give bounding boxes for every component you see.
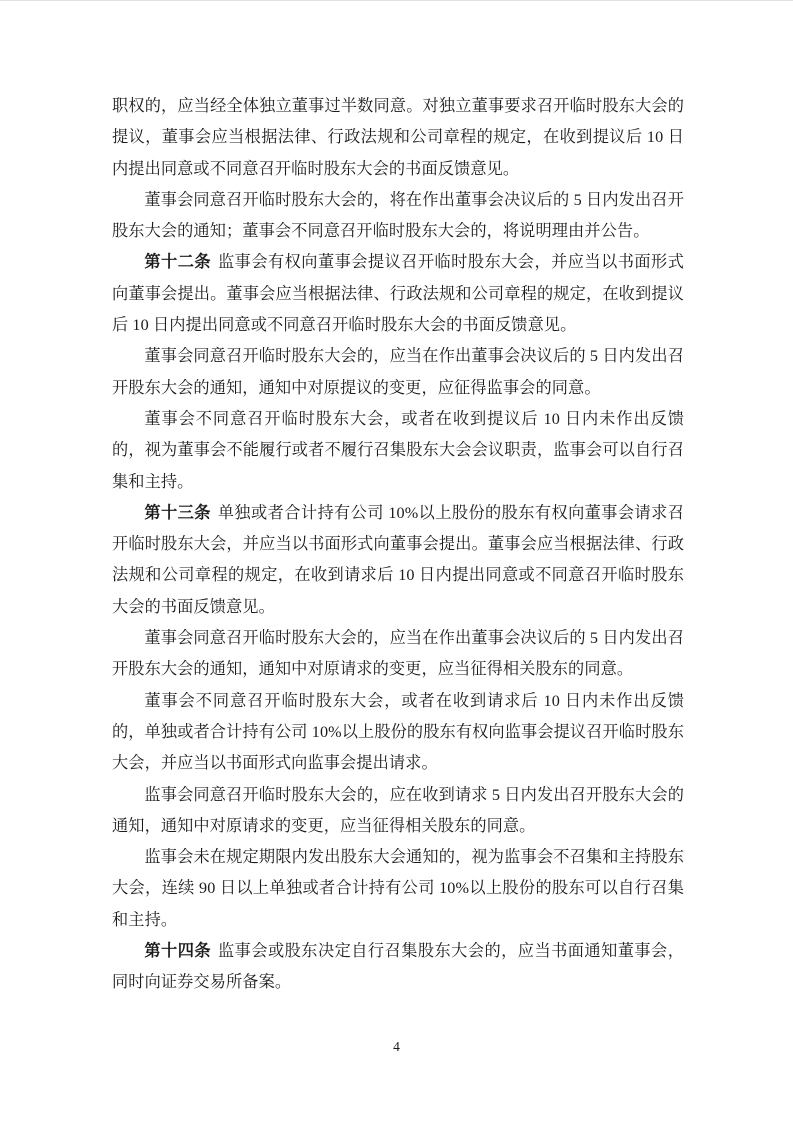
paragraph-text: 董事会同意召开临时股东大会的，将在作出董事会决议后的 5 日内发出召开股东大会的通知；董事会不同意召开临时股东大会的，将说明理由并公告。 (112, 190, 684, 241)
paragraph-text: 监事会未在规定期限内发出股东大会通知的，视为监事会不召集和主持股东大会，连续 90 日以上单独或者合计持有公司 10%以上股份的股东可以自行召集和主持。 (112, 848, 684, 929)
article-number: 第十二条 (144, 253, 212, 272)
article-number: 第十三条 (144, 503, 211, 522)
paragraph (112, 341, 684, 404)
paragraph (112, 780, 684, 843)
paragraph (112, 686, 684, 780)
paragraph-text: 监事会有权向董事会提议召开临时股东大会，并应当以书面形式向董事会提出。董事会应当根据法律、行政法规和公司章程的规定，在收到提议后 10 日内提出同意或不同意召开临时股东大会的书面反馈意见。 (112, 253, 684, 335)
paragraph-article-12 (112, 247, 684, 341)
paragraph-text: 董事会同意召开临时股东大会的，应当在作出董事会决议后的 5 日内发出召开股东大会的通知，通知中对原提议的变更，应征得监事会的同意。 (112, 347, 684, 397)
document-body (112, 91, 684, 999)
paragraph (112, 623, 684, 686)
paragraph (112, 404, 684, 498)
paragraph-continuation (112, 91, 684, 185)
paragraph-article-14 (112, 936, 684, 999)
paragraph-text: 职权的，应当经全体独立董事过半数同意。对独立董事要求召开临时股东大会的提议，董事会应当根据法律、行政法规和公司章程的规定，在收到提议后 10 日内提出同意或不同意召开临时股东大会的书面反馈意见。 (112, 97, 684, 178)
page-number: 4 (393, 1039, 400, 1054)
paragraph-text: 监事会或股东决定自行召集股东大会的，应当书面通知董事会，同时向证券交易所备案。 (112, 942, 684, 992)
paragraph (112, 185, 684, 248)
article-number: 第十四条 (144, 942, 212, 961)
paragraph-text: 董事会同意召开临时股东大会的，应当在作出董事会决议后的 5 日内发出召开股东大会的通知，通知中对原请求的变更，应当征得相关股东的同意。 (112, 629, 684, 679)
paragraph (112, 842, 684, 936)
paragraph-text: 监事会同意召开临时股东大会的，应在收到请求 5 日内发出召开股东大会的通知，通知中对原请求的变更，应当征得相关股东的同意。 (112, 785, 684, 835)
paragraph-text: 董事会不同意召开临时股东大会，或者在收到请求后 10 日内未作出反馈的，单独或者合计持有公司 10%以上股份的股东有权向监事会提议召开临时股东大会，并应当以书面形式向监事会提出请求。 (112, 691, 684, 773)
paragraph-article-13 (112, 498, 684, 623)
paragraph-text: 单独或者合计持有公司 10%以上股份的股东有权向董事会请求召开临时股东大会，并应当以书面形式向董事会提出。董事会应当根据法律、行政法规和公司章程的规定，在收到请求后 10 日内提出同意或不同意召开临时股东大会的书面反馈意见。 (112, 503, 684, 616)
paragraph-text: 董事会不同意召开临时股东大会，或者在收到提议后 10 日内未作出反馈的，视为董事会不能履行或者不履行召集股东大会会议职责，监事会可以自行召集和主持。 (112, 409, 684, 491)
